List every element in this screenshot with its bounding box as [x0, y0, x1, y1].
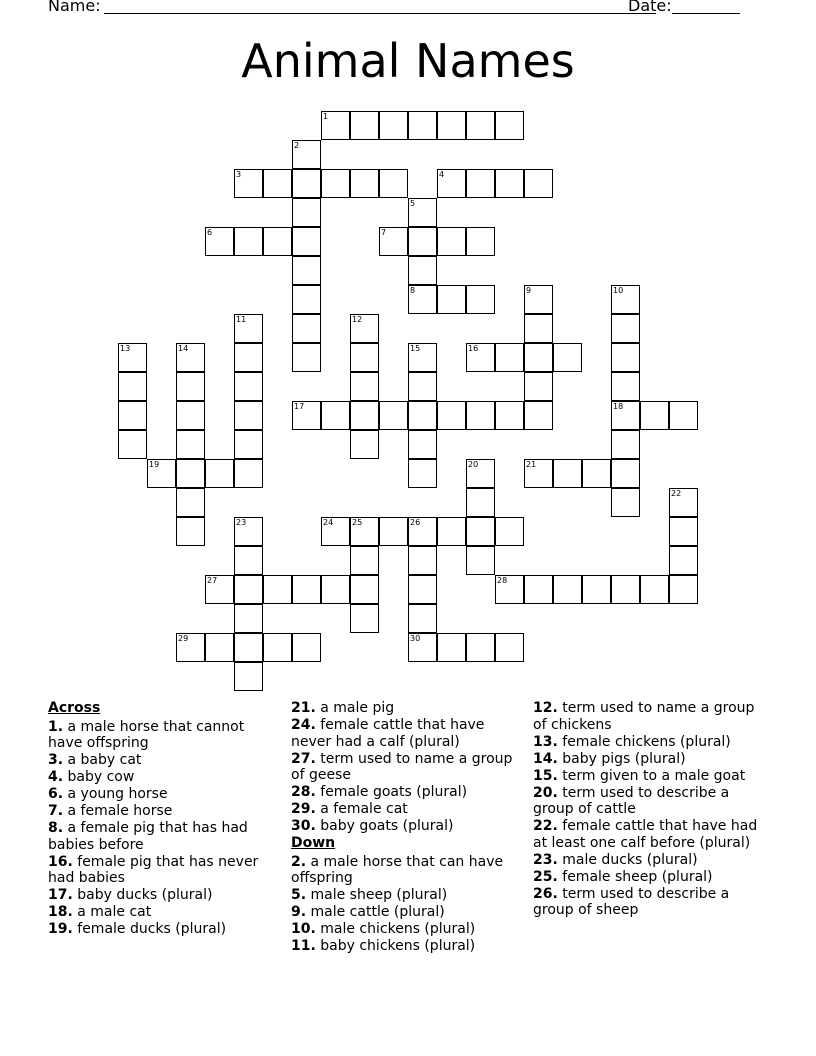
crossword-cell[interactable]: [234, 227, 263, 256]
clue-item-text: female goats (plural): [320, 784, 468, 800]
clue-item-text: a male pig: [320, 700, 395, 716]
crossword-cell[interactable]: [669, 575, 698, 604]
clue-item-number: 1.: [48, 718, 64, 735]
clue-number: 24: [323, 518, 334, 527]
clue-item-number: 26.: [533, 885, 558, 902]
crossword-cell[interactable]: [350, 372, 379, 401]
clue-item-text: term used to name a group of geese: [291, 750, 513, 783]
clue-number: 16: [468, 344, 479, 353]
clue-item-number: 28.: [291, 784, 316, 800]
clue-number: 17: [294, 402, 305, 411]
clue-item: [291, 904, 521, 921]
clue-item-number: 22.: [533, 818, 558, 834]
crossword-cell[interactable]: [321, 517, 350, 546]
clue-item-text: term given to a male goat: [562, 767, 746, 784]
crossword-cell[interactable]: [466, 546, 495, 575]
crossword-cell[interactable]: [408, 256, 437, 285]
crossword-cell[interactable]: [466, 459, 495, 488]
crossword-cell[interactable]: [292, 140, 321, 169]
clue-item-text: baby cow: [67, 769, 135, 785]
crossword-cell[interactable]: [350, 314, 379, 343]
crossword-cell[interactable]: [350, 343, 379, 372]
clue-item-number: 21.: [291, 700, 316, 716]
crossword-cell[interactable]: [321, 111, 350, 140]
crossword-cell[interactable]: [292, 575, 321, 604]
clue-item: [291, 784, 521, 801]
crossword-cell[interactable]: [408, 401, 437, 430]
clue-item: [533, 818, 763, 851]
clue-item: [533, 751, 763, 768]
clue-item-text: a male cat: [77, 904, 152, 920]
clue-item-number: 10.: [291, 921, 316, 937]
crossword-cell[interactable]: [408, 546, 437, 575]
clue-number: 11: [236, 315, 247, 324]
crossword-cell[interactable]: [292, 314, 321, 343]
clue-number: 7: [381, 228, 387, 237]
crossword-cell[interactable]: [582, 575, 611, 604]
crossword-cell[interactable]: [640, 575, 669, 604]
clue-number: 29: [178, 634, 189, 643]
clue-number: 30: [410, 634, 421, 643]
crossword-cell[interactable]: [466, 285, 495, 314]
clue-item: [533, 700, 763, 733]
clue-item-number: 7.: [48, 803, 64, 819]
crossword-cell[interactable]: [205, 575, 234, 604]
crossword-cell[interactable]: [176, 633, 205, 662]
clue-item: [533, 852, 763, 869]
crossword-cell[interactable]: [292, 633, 321, 662]
crossword-cell[interactable]: [118, 343, 147, 372]
crossword-cell[interactable]: [524, 169, 553, 198]
clue-number: 26: [410, 518, 421, 527]
crossword-cell[interactable]: [234, 459, 263, 488]
across-heading: Across: [48, 700, 101, 716]
crossword-cell[interactable]: [205, 459, 234, 488]
crossword-cell[interactable]: [234, 604, 263, 633]
clue-item: [48, 719, 278, 752]
clue-item-text: baby ducks (plural): [77, 887, 213, 903]
crossword-cell[interactable]: [292, 401, 321, 430]
crossword-cell[interactable]: [379, 517, 408, 546]
crossword-cell[interactable]: [176, 343, 205, 372]
clues-column-2: [291, 700, 521, 955]
clue-item: [48, 820, 278, 853]
crossword-cell[interactable]: [524, 575, 553, 604]
crossword-cell[interactable]: [611, 343, 640, 372]
clue-item: [48, 921, 278, 938]
crossword-cell[interactable]: [669, 517, 698, 546]
crossword-cell[interactable]: [466, 343, 495, 372]
clue-item-number: 11.: [291, 938, 316, 954]
clue-item-number: 23.: [533, 851, 558, 868]
clue-item: [48, 752, 278, 769]
down-heading: Down: [291, 835, 336, 851]
clue-item-number: 9.: [291, 904, 307, 920]
clue-item-number: 6.: [48, 786, 64, 802]
clue-item-text: female ducks (plural): [77, 921, 227, 937]
crossword-cell[interactable]: [408, 285, 437, 314]
clue-item-number: 12.: [533, 700, 558, 716]
clue-item-number: 14.: [533, 750, 558, 767]
clue-number: 6: [207, 228, 213, 237]
clue-item: [533, 734, 763, 751]
crossword-cell[interactable]: [611, 285, 640, 314]
crossword-cell[interactable]: [350, 169, 379, 198]
crossword-cell[interactable]: [234, 343, 263, 372]
crossword-cell[interactable]: [176, 488, 205, 517]
clue-item-number: 17.: [48, 887, 73, 903]
clue-item-text: female sheep (plural): [562, 868, 713, 885]
clue-number: 14: [178, 344, 189, 353]
crossword-cell[interactable]: [466, 488, 495, 517]
clue-item-number: 25.: [533, 868, 558, 885]
crossword-cell[interactable]: [553, 343, 582, 372]
clue-item-text: female pig that has never had babies: [48, 853, 259, 886]
clue-item: [291, 854, 521, 887]
clue-item-number: 16.: [48, 853, 73, 870]
clue-number: 3: [236, 170, 242, 179]
clue-item: [48, 904, 278, 921]
crossword-cell[interactable]: [524, 343, 553, 372]
crossword-cell[interactable]: [118, 372, 147, 401]
crossword-cell[interactable]: [292, 169, 321, 198]
page-title: Animal Names: [241, 34, 575, 88]
crossword-cell[interactable]: [350, 517, 379, 546]
clue-item: [291, 700, 521, 717]
crossword-cell[interactable]: [466, 227, 495, 256]
clue-number: 12: [352, 315, 363, 324]
crossword-cell[interactable]: [321, 401, 350, 430]
crossword-cell[interactable]: [292, 256, 321, 285]
clue-number: 8: [410, 286, 416, 295]
crossword-cell[interactable]: [408, 430, 437, 459]
crossword-cell[interactable]: [350, 401, 379, 430]
clue-item-text: a young horse: [67, 786, 168, 802]
clue-item-text: a male horse that can have offspring: [291, 853, 504, 886]
clue-item-number: 29.: [291, 801, 316, 817]
clue-item-number: 24.: [291, 717, 316, 733]
date-label: Date:: [628, 0, 672, 15]
crossword-cell[interactable]: [234, 430, 263, 459]
clue-item: [533, 886, 763, 919]
clue-item-text: female cattle that have never had a calf (plural): [291, 717, 485, 750]
clue-item-number: 13.: [533, 733, 558, 750]
name-label: Name:: [48, 0, 101, 15]
crossword-cell[interactable]: [466, 401, 495, 430]
crossword-cell[interactable]: [379, 401, 408, 430]
clue-item-text: a male horse that cannot have offspring: [48, 718, 245, 751]
clue-item-text: male ducks (plural): [562, 851, 698, 868]
crossword-cell[interactable]: [321, 575, 350, 604]
crossword-cell[interactable]: [611, 488, 640, 517]
crossword-cell[interactable]: [379, 169, 408, 198]
crossword-cell[interactable]: [350, 430, 379, 459]
clue-item-text: a baby cat: [67, 752, 142, 768]
crossword-cell[interactable]: [611, 314, 640, 343]
crossword-cell[interactable]: [611, 401, 640, 430]
clue-item-number: 3.: [48, 752, 64, 768]
crossword-cell[interactable]: [147, 459, 176, 488]
crossword-cell[interactable]: [263, 633, 292, 662]
crossword-cell[interactable]: [495, 575, 524, 604]
crossword-cell[interactable]: [524, 459, 553, 488]
clue-number: 25: [352, 518, 363, 527]
clue-item-number: 18.: [48, 904, 73, 920]
clue-item-number: 27.: [291, 750, 316, 767]
crossword-cell[interactable]: [350, 111, 379, 140]
crossword-cell[interactable]: [118, 401, 147, 430]
crossword-cell[interactable]: [205, 227, 234, 256]
clue-item: [533, 785, 763, 818]
clue-number: 1: [323, 112, 329, 121]
clue-item: [291, 938, 521, 955]
clue-number: 2: [294, 141, 300, 150]
crossword-cell[interactable]: [176, 401, 205, 430]
crossword-cell[interactable]: [640, 401, 669, 430]
clue-number: 28: [497, 576, 508, 585]
clue-item-number: 30.: [291, 818, 316, 834]
crossword-cell[interactable]: [437, 401, 466, 430]
crossword-cell[interactable]: [611, 430, 640, 459]
crossword-cell[interactable]: [495, 401, 524, 430]
clue-number: 13: [120, 344, 131, 353]
clue-item-text: term used to name a group of chickens: [533, 700, 755, 733]
crossword-cell[interactable]: [408, 198, 437, 227]
crossword-cell[interactable]: [408, 604, 437, 633]
clue-item-number: 2.: [291, 853, 307, 870]
clue-item-number: 4.: [48, 769, 64, 785]
crossword-cell[interactable]: [524, 314, 553, 343]
crossword-cell[interactable]: [292, 198, 321, 227]
crossword-cell[interactable]: [118, 430, 147, 459]
clue-item-text: male sheep (plural): [310, 887, 448, 903]
clue-item: [48, 786, 278, 803]
crossword-cell[interactable]: [408, 111, 437, 140]
crossword-cell[interactable]: [321, 169, 350, 198]
clue-item-text: a female pig that has had babies before: [48, 820, 248, 853]
clue-item-text: baby goats (plural): [320, 818, 454, 834]
clue-item-text: male cattle (plural): [310, 904, 445, 920]
clue-number: 23: [236, 518, 247, 527]
crossword-cell[interactable]: [408, 633, 437, 662]
crossword-cell[interactable]: [437, 111, 466, 140]
crossword-cell[interactable]: [176, 430, 205, 459]
crossword-cell[interactable]: [611, 459, 640, 488]
crossword-cell[interactable]: [611, 372, 640, 401]
clue-number: 4: [439, 170, 445, 179]
crossword-cell[interactable]: [234, 517, 263, 546]
clue-item-number: 20.: [533, 784, 558, 801]
clue-item: [291, 887, 521, 904]
crossword-cell[interactable]: [553, 575, 582, 604]
clue-item-number: 8.: [48, 820, 64, 836]
clue-number: 21: [526, 460, 537, 469]
crossword-cell[interactable]: [234, 169, 263, 198]
clue-item: [291, 751, 521, 784]
crossword-cell[interactable]: [408, 459, 437, 488]
crossword-cell[interactable]: [466, 633, 495, 662]
crossword-cell[interactable]: [292, 343, 321, 372]
clue-number: 27: [207, 576, 218, 585]
clue-item-number: 19.: [48, 921, 73, 937]
crossword-cell[interactable]: [350, 575, 379, 604]
crossword-cell[interactable]: [466, 111, 495, 140]
crossword-cell[interactable]: [582, 459, 611, 488]
crossword-cell[interactable]: [176, 372, 205, 401]
clue-number: 9: [526, 286, 532, 295]
clue-number: 18: [613, 402, 624, 411]
crossword-cell[interactable]: [466, 517, 495, 546]
crossword-cell[interactable]: [379, 227, 408, 256]
crossword-cell[interactable]: [669, 401, 698, 430]
crossword-cell[interactable]: [234, 662, 263, 691]
clue-item-text: female chickens (plural): [562, 733, 731, 750]
crossword-cell[interactable]: [408, 517, 437, 546]
clue-number: 20: [468, 460, 479, 469]
clue-item: [291, 818, 521, 835]
crossword-cell[interactable]: [669, 488, 698, 517]
crossword-cell[interactable]: [234, 314, 263, 343]
crossword-cell[interactable]: [437, 285, 466, 314]
crossword-cell[interactable]: [234, 575, 263, 604]
clue-item: [533, 768, 763, 785]
crossword-cell[interactable]: [408, 372, 437, 401]
crossword-cell[interactable]: [263, 575, 292, 604]
crossword-cell[interactable]: [176, 459, 205, 488]
clues-column-3: [533, 700, 763, 919]
clue-item-text: a female horse: [67, 803, 173, 819]
crossword-cell[interactable]: [524, 401, 553, 430]
clue-item: [48, 854, 278, 887]
crossword-cell[interactable]: [408, 227, 437, 256]
crossword-cell[interactable]: [263, 227, 292, 256]
clue-item-text: term used to describe a group of sheep: [533, 885, 730, 918]
crossword-cell[interactable]: [495, 633, 524, 662]
clue-item-text: male chickens (plural): [320, 921, 476, 937]
crossword-cell[interactable]: [292, 227, 321, 256]
crossword-cell[interactable]: [234, 372, 263, 401]
crossword-cell[interactable]: [437, 169, 466, 198]
crossword-cell[interactable]: [234, 633, 263, 662]
crossword-cell[interactable]: [611, 575, 640, 604]
crossword-cell[interactable]: [495, 517, 524, 546]
crossword-cell[interactable]: [263, 169, 292, 198]
clue-item-number: 15.: [533, 767, 558, 784]
clue-item: [291, 921, 521, 938]
crossword-cell[interactable]: [234, 401, 263, 430]
clue-item-text: baby chickens (plural): [320, 938, 476, 954]
crossword-cell[interactable]: [495, 111, 524, 140]
crossword-cell[interactable]: [408, 343, 437, 372]
clue-number: 22: [671, 489, 682, 498]
crossword-cell[interactable]: [234, 546, 263, 575]
crossword-cell[interactable]: [379, 111, 408, 140]
clue-number: 19: [149, 460, 160, 469]
crossword-cell[interactable]: [437, 633, 466, 662]
crossword-cell[interactable]: [553, 459, 582, 488]
clue-item-text: term used to describe a group of cattle: [533, 784, 730, 817]
crossword-cell[interactable]: [292, 285, 321, 314]
crossword-cell[interactable]: [205, 633, 234, 662]
crossword-cell[interactable]: [524, 285, 553, 314]
clue-item-text: a female cat: [320, 801, 408, 817]
crossword-cell[interactable]: [437, 227, 466, 256]
crossword-cell[interactable]: [495, 169, 524, 198]
clue-item: [48, 803, 278, 820]
clue-item-text: female cattle that have had at least one calf before (plural): [533, 818, 758, 851]
crossword-cell[interactable]: [408, 575, 437, 604]
clue-number: 10: [613, 286, 624, 295]
clue-item-number: 5.: [291, 887, 307, 903]
clue-number: 15: [410, 344, 421, 353]
clues-column-1: [48, 700, 278, 938]
crossword-cell[interactable]: [176, 517, 205, 546]
clue-item: [533, 869, 763, 886]
crossword-cell[interactable]: [466, 169, 495, 198]
clue-item: [291, 801, 521, 818]
crossword-cell[interactable]: [495, 343, 524, 372]
crossword-cell[interactable]: [350, 604, 379, 633]
crossword-cell[interactable]: [350, 546, 379, 575]
clue-item: [48, 769, 278, 786]
clue-item-text: baby pigs (plural): [562, 750, 686, 767]
crossword-cell[interactable]: [437, 517, 466, 546]
clue-item: [291, 717, 521, 750]
crossword-cell[interactable]: [669, 546, 698, 575]
clue-number: 5: [410, 199, 416, 208]
crossword-cell[interactable]: [524, 372, 553, 401]
clue-item: [48, 887, 278, 904]
